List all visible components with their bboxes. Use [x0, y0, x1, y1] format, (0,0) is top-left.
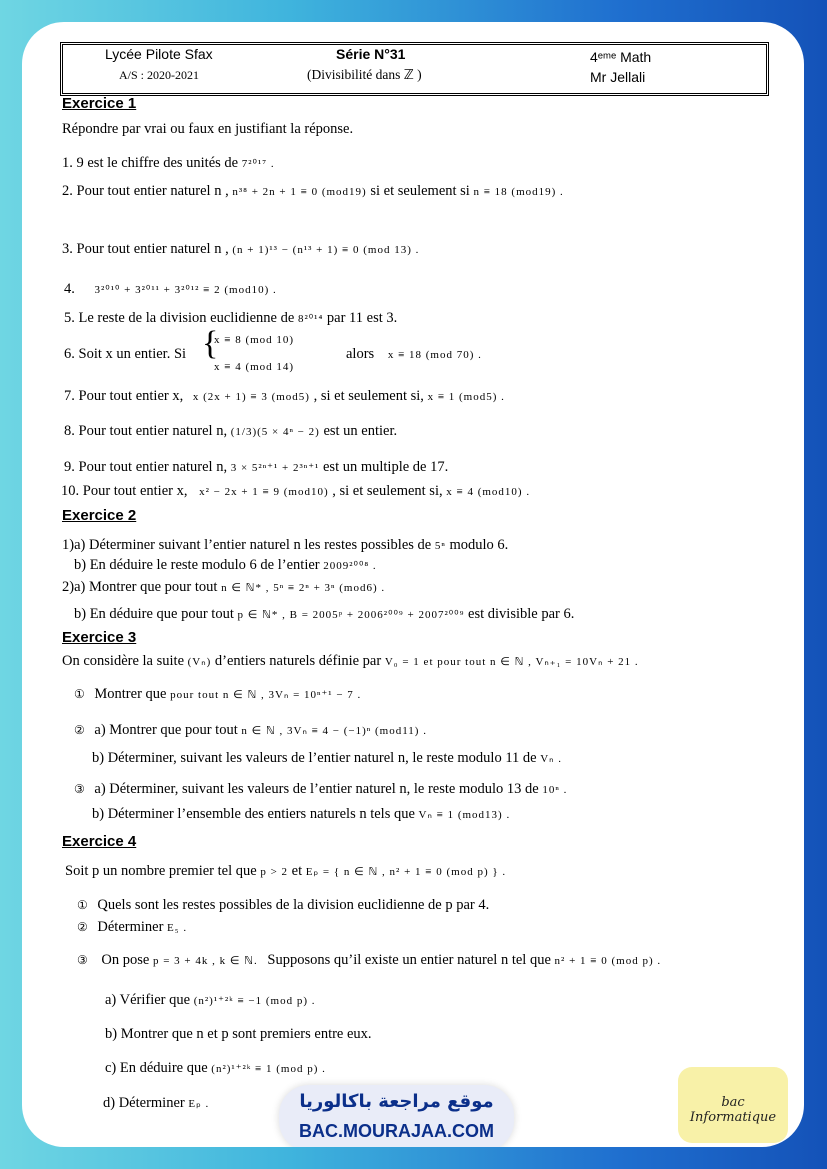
ex2-q1a-math: 5ⁿ — [434, 540, 446, 552]
ex3-q2a-math: n ∈ ℕ , 3Vₙ ≡ 4 − (−1)ⁿ (mod11) . — [241, 725, 427, 737]
ex1-question-8 — [64, 423, 397, 440]
ex4-qc-text: c) En déduire que — [105, 1060, 208, 1076]
logo-site-text: BAC.MOURAJAA.COM — [299, 1121, 494, 1141]
ex4-intro-math-1: p > 2 — [260, 866, 289, 878]
q5-math: 8²⁰¹⁴ — [297, 313, 324, 325]
logo-arabic-text: موقع مراجعة باكالوريا — [299, 1091, 494, 1112]
q6-system-2: x ≡ 4 (mod 14) — [214, 361, 295, 373]
ex4-question-3a — [105, 992, 316, 1009]
q7-math-1: x (2x + 1) ≡ 3 (mod5) — [192, 391, 310, 403]
circled-one-icon: ① — [77, 898, 88, 912]
ex3-question-2a — [74, 722, 427, 739]
ex4-qa-math: (n²)¹⁺²ᵏ ≡ −1 (mod p) . — [193, 995, 316, 1007]
q5-text-2: par 11 est 3. — [326, 310, 398, 326]
q2-text: 2. Pour tout entier naturel n , — [62, 183, 229, 199]
ex4-question-3 — [77, 952, 661, 969]
ex1-question-2 — [62, 183, 564, 200]
ex2-q1a-text-2: modulo 6. — [449, 537, 509, 553]
q2-math-2: n ≡ 18 (mod19) . — [473, 186, 564, 198]
ex3-question-2b — [92, 750, 562, 767]
ex3-q2b-math: Vₙ . — [540, 753, 563, 765]
ex3-q3b-math: Vₙ ≡ 1 (mod13) . — [418, 809, 511, 821]
ex4-question-1 — [77, 897, 489, 914]
bac-informatique-badge — [678, 1067, 788, 1143]
badge-text: bac Informatique — [689, 1095, 777, 1125]
ex1-question-3 — [62, 241, 419, 258]
ex2-question-1b — [74, 557, 377, 574]
bac-mourajaa-logo[interactable] — [279, 1085, 514, 1147]
ex2-question-2b — [74, 606, 574, 623]
ex4-intro-math-2: Eₚ = { n ∈ ℕ , n² + 1 ≡ 0 (mod p) } . — [305, 866, 507, 878]
ex4-qd-text: d) Déterminer — [103, 1095, 185, 1111]
ex3-q1-math: pour tout n ∈ ℕ , 3Vₙ = 10ⁿ⁺¹ − 7 . — [170, 689, 362, 701]
circled-three-icon: ③ — [74, 782, 85, 796]
school-name: Lycée Pilote Sfax — [105, 46, 213, 62]
ex4-qa-text: a) Vérifier que — [105, 992, 191, 1008]
circled-two-icon: ② — [77, 920, 88, 934]
ex4-q3-text: On pose — [101, 952, 150, 968]
q6-system-1: x ≡ 8 (mod 10) — [214, 334, 295, 346]
ex4-intro-text: Soit p un nombre premier tel que — [65, 863, 257, 879]
q8-text: 8. Pour tout entier naturel n, — [64, 423, 228, 439]
q1-math: 7²⁰¹⁷ . — [241, 158, 275, 170]
ex2-q2b-text-2: est divisible par 6. — [468, 606, 575, 622]
ex2-q2b-text: b) En déduire que pour tout — [74, 606, 234, 622]
ex4-qc-math: (n²)¹⁺²ᵏ ≡ 1 (mod p) . — [211, 1063, 326, 1075]
q4-math: 3²⁰¹⁰ + 3²⁰¹¹ + 3²⁰¹² ≡ 2 (mod10) . — [94, 284, 277, 296]
ex4-question-2 — [77, 919, 187, 936]
exercise-2-title: Exercice 2 — [62, 507, 137, 524]
ex3-q1-text: Montrer que — [94, 686, 167, 702]
series-topic: (Divisibilité dans ℤ ) — [307, 67, 422, 82]
q7-text: 7. Pour tout entier x, — [64, 388, 184, 404]
ex4-q2-text: Déterminer — [97, 919, 164, 935]
q10-text: 10. Pour tout entier x, — [61, 483, 188, 499]
ex2-q1b-text: b) En déduire le reste modulo 6 de l’entier — [74, 557, 320, 573]
ex3-q2b-text: b) Déterminer, suivant les valeurs de l’entier naturel n, le reste modulo 11 de — [92, 750, 537, 766]
ex2-q2b-math: p ∈ ℕ* , B = 2005ᵖ + 2006²⁰⁰⁹ + 2007²⁰⁰⁹ — [237, 609, 465, 621]
exercise-3-title: Exercice 3 — [62, 629, 137, 646]
q4-text: 4. — [64, 281, 75, 297]
circled-two-icon: ② — [74, 723, 85, 737]
q9-text-2: est un multiple de 17. — [322, 459, 449, 475]
q2-text-2: si et seulement si — [370, 183, 470, 199]
exercise-1-title: Exercice 1 — [62, 95, 137, 112]
ex1-question-10 — [61, 483, 530, 500]
school-year: A/S : 2020-2021 — [119, 68, 200, 82]
ex2-q2a-math: n ∈ ℕ* , 5ⁿ ≡ 2ⁿ + 3ⁿ (mod6) . — [221, 582, 386, 594]
ex4-question-3b: b) Montrer que n et p sont premiers entre eux. — [105, 1026, 372, 1042]
ex3-q2a-text: a) Montrer que pour tout — [94, 722, 238, 738]
circled-three-icon: ③ — [77, 953, 88, 967]
ex3-q3b-text: b) Déterminer l’ensemble des entiers naturels n tels que — [92, 806, 415, 822]
exercise-1-intro: Répondre par vrai ou faux en justifiant la réponse. — [62, 121, 354, 137]
q9-math: 3 × 5²ⁿ⁺¹ + 2³ⁿ⁺¹ — [230, 462, 320, 474]
q5-text: 5. Le reste de la division euclidienne de — [64, 310, 295, 326]
ex4-qd-math: Eₚ . — [188, 1098, 210, 1110]
q2-math-1: n³⁸ + 2n + 1 ≡ 0 (mod19) — [232, 186, 367, 198]
ex2-q1a-text: 1)a) Déterminer suivant l’entier naturel n les restes possibles de — [62, 537, 432, 553]
q8-math: (1/3)(5 × 4ⁿ − 2) — [230, 426, 320, 438]
class-level: 4ᵉᵐᵉ Math — [590, 49, 652, 65]
ex4-q1-text: Quels sont les restes possibles de la division euclidienne de p par 4. — [97, 897, 490, 913]
series-number: Série N°31 — [336, 46, 406, 62]
q6-math: x ≡ 18 (mod 70) . — [387, 349, 482, 361]
ex3-q3a-text: a) Déterminer, suivant les valeurs de l’entier naturel n, le reste modulo 13 de — [94, 781, 539, 797]
teacher-name: Mr Jellali — [590, 69, 646, 85]
q1-text: 1. 9 est le chiffre des unités de — [62, 155, 239, 171]
ex3-question-3a — [74, 781, 567, 798]
ex4-question-3d — [103, 1095, 209, 1112]
q10-math-2: x ≡ 4 (mod10) . — [446, 486, 531, 498]
q9-text: 9. Pour tout entier naturel n, — [64, 459, 228, 475]
ex4-q2-math: E₅ . — [167, 922, 188, 934]
ex2-q2a-text: 2)a) Montrer que pour tout — [62, 579, 218, 595]
ex4-q3-math-1: p = 3 + 4k , k ∈ ℕ. — [152, 955, 258, 967]
q7-math-2: x ≡ 1 (mod5) . — [427, 391, 505, 403]
ex2-question-1a — [62, 537, 508, 554]
q8-text-2: est un entier. — [323, 423, 398, 439]
ex1-question-6-text: 6. Soit x un entier. Si — [64, 346, 187, 362]
q6-text-2: alors — [346, 346, 375, 362]
ex4-question-3c — [105, 1060, 326, 1077]
q3-math: (n + 1)¹³ − (n¹³ + 1) ≡ 0 (mod 13) . — [232, 244, 420, 256]
ex2-question-2a — [62, 579, 385, 596]
circled-one-icon: ① — [74, 687, 85, 701]
q3-text: 3. Pour tout entier naturel n , — [62, 241, 229, 257]
exercise-sheet — [22, 22, 804, 1147]
ex2-q1b-math: 2009²⁰⁰⁸ . — [323, 560, 377, 572]
q7-text-2: , si et seulement si, — [313, 388, 424, 404]
exercise-4-title: Exercice 4 — [62, 833, 137, 850]
ex3-intro-math-1: (Vₙ) — [187, 656, 212, 668]
brace-icon: { — [202, 325, 219, 362]
ex3-intro-math-2: V₀ = 1 et pour tout n ∈ ℕ , Vₙ₊₁ = 10Vₙ + 21 . — [384, 656, 639, 668]
ex3-intro — [62, 653, 639, 670]
ex1-question-7 — [64, 388, 505, 405]
ex1-question-4 — [64, 281, 277, 298]
ex4-intro — [65, 863, 506, 880]
ex3-intro-text-2: d’entiers naturels définie par — [214, 653, 382, 669]
ex4-q3-math-2: n² + 1 ≡ 0 (mod p) . — [554, 955, 662, 967]
ex4-intro-text-2: et — [291, 863, 303, 879]
header-box — [60, 42, 769, 96]
ex1-question-6-end — [346, 346, 482, 363]
ex1-question-5 — [64, 310, 397, 327]
ex3-question-3b — [92, 806, 510, 823]
ex1-question-1 — [62, 155, 275, 172]
q10-math-1: x² − 2x + 1 ≡ 9 (mod10) — [199, 486, 329, 498]
ex3-intro-text: On considère la suite — [62, 653, 185, 669]
ex4-q3-text-2: Supposons qu’il existe un entier naturel n tel que — [267, 952, 551, 968]
q10-text-2: , si et seulement si, — [332, 483, 443, 499]
ex3-q3a-math: 10ⁿ . — [542, 784, 568, 796]
ex3-question-1 — [74, 686, 361, 703]
ex1-question-9 — [64, 459, 448, 476]
